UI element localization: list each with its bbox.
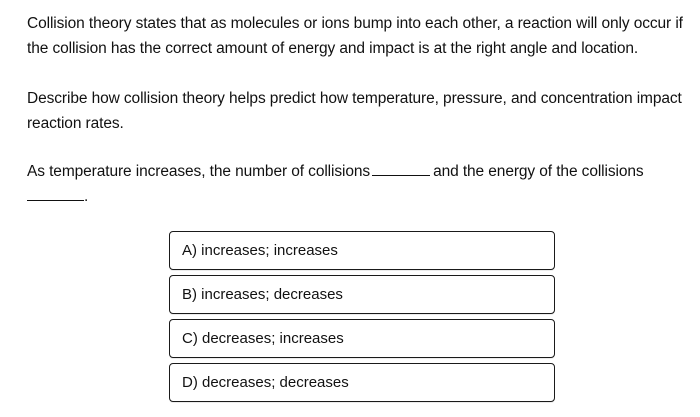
answer-options [169,231,555,407]
option-a-button[interactable] [169,231,555,270]
answer-blank-2 [27,186,84,201]
option-a-label: A) increases; increases [182,242,338,259]
stem-text-part1: As temperature increases, the number of collisions [27,163,371,180]
option-c-button[interactable] [169,319,555,358]
option-b-label: B) increases; decreases [182,286,343,303]
stem-end: . [84,187,89,205]
option-c-label: C) decreases; increases [182,330,344,347]
stem-text-part2: and the energy of the collisions [433,163,644,180]
question-intro: Collision theory states that as molecules or ions bump into each other, a reaction will only occur if the collision has the correct amount of energy and impact is at the right angle and location. [27,15,683,57]
option-d-label: D) decreases; decreases [182,374,349,391]
question-prompt: Describe how collision theory helps predict how temperature, pressure, and concentration impact reaction rates. [27,90,682,132]
option-d-button[interactable] [169,363,555,402]
answer-blank-1 [372,161,430,176]
option-b-button[interactable] [169,275,555,314]
question-stem [27,160,687,209]
